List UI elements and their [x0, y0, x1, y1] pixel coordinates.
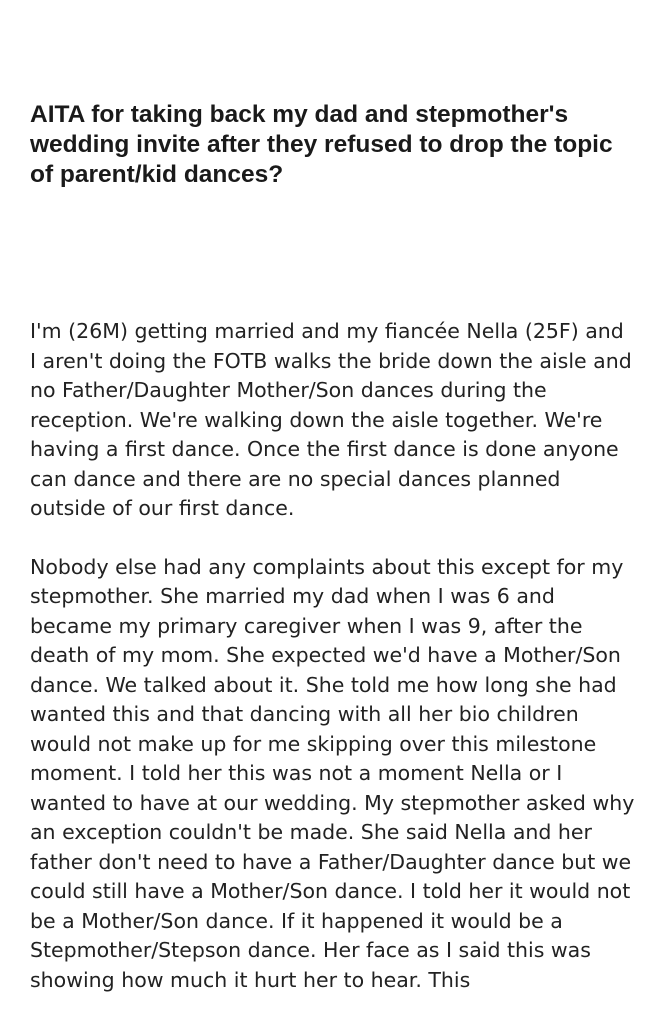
post-paragraph-1: I'm (26M) getting married and my fiancée Nella (25F) and I aren't doing the FOTB walks the bride down the aisle and no Father/Daughter Mother/Son dances during the reception. We're walking down the aisle together. We're having a first dance. Once the first dance is done anyone can dance and there are no special dances planned outside of our first dance.: [30, 319, 632, 520]
post-body: [30, 317, 635, 1024]
post-paragraph-2: Nobody else had any complaints about this except for my stepmother. She married my dad when I was 6 and became my primary caregiver when I was 9, after the death of my mom. She expected we'd have a Mother/Son dance. We talked about it. She told me how long she had wanted this and that dancing with all her bio children would not make up for me skipping over this milestone moment. I told her this was not a moment Nella or I wanted to have at our wedding. My stepmother asked why an exception couldn't be made. She said Nella and her father don't need to have a Father/Daughter dance but we could still have a Mother/Son dance. I told her it would not be a Mother/Son dance. If it happened it would be a Stepmother/Stepson dance. Her face as I said this was showing how much it hurt her to hear. This: [30, 554, 635, 992]
post-title: AITA for taking back my dad and stepmother's wedding invite after they refused to drop the topic of parent/kid dances?: [30, 101, 613, 188]
